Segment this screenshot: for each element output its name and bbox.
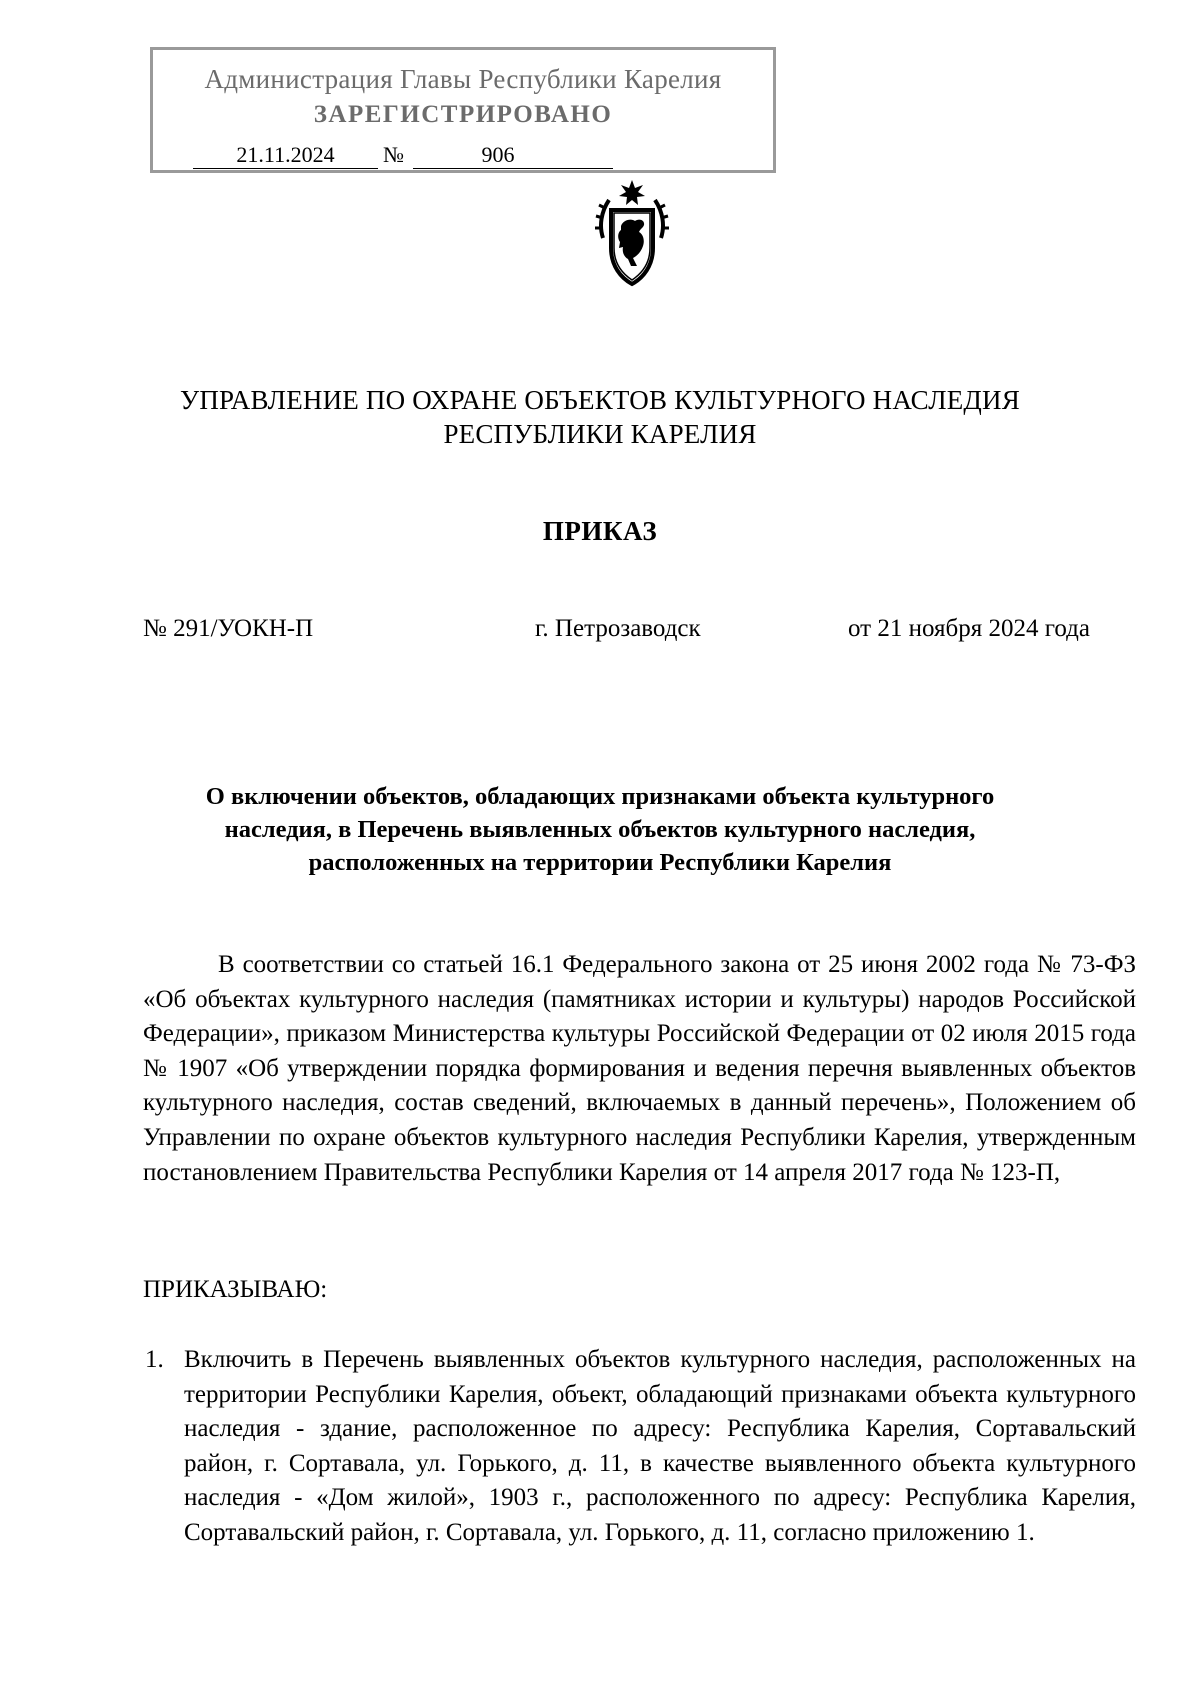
- order-item: [143, 1343, 1136, 1551]
- order-city: г. Петрозаводск: [535, 615, 701, 642]
- coat-of-arms-karelia-icon: [587, 178, 677, 290]
- issuer-name: [100, 383, 1100, 451]
- order-number: № 291/УОКН-П: [143, 615, 314, 642]
- registration-stamp: [150, 47, 776, 173]
- document-type: ПРИКАЗ: [542, 516, 658, 546]
- order-item-text: Включить в Перечень выявленных объектов культурного наследия, расположенных на территории Республики Карелия, объект, обладающий признаками объекта культурного наследия - здание, расположенное по адресу: Республика Карелия, Сортавальский район, г. Сортавала, ул. Горького, д. 11, в качестве выявленного объекта культурного наследия - «Дом жилой», 1903 г., расположенного по адресу: Республика Карелия, Сортавальский район, г. Сортавала, ул. Горького, д. 11, согласно приложению 1.: [184, 1346, 1136, 1546]
- issuer-line-2: РЕСПУБЛИКИ КАРЕЛИЯ: [443, 419, 757, 449]
- stamp-organization: Администрация Главы Республики Карелия: [204, 64, 722, 94]
- stamp-status: ЗАРЕГИСТРИРОВАНО: [313, 101, 613, 128]
- stamp-number-sign: №: [383, 142, 404, 167]
- order-subject: О включении объектов, обладающих признаками объекта культурного наследия, в Перечень выявленных объектов культурного наследия, расположенных на территории Республики Карелия: [205, 783, 995, 876]
- issuer-line-1: УПРАВЛЕНИЕ ПО ОХРАНЕ ОБЪЕКТОВ КУЛЬТУРНОГО НАСЛЕДИЯ: [180, 385, 1020, 415]
- order-item-number: 1.: [145, 1346, 164, 1373]
- order-date: от 21 ноября 2024 года: [848, 615, 1090, 642]
- stamp-number: 906: [413, 142, 613, 169]
- order-word: ПРИКАЗЫВАЮ:: [143, 1276, 328, 1303]
- preamble-paragraph: В соответствии со статьей 16.1 Федерального закона от 25 июня 2002 года № 73-ФЗ «Об объектах культурного наследия (памятниках истории и культуры) народов Российской Федерации», приказом Министерства культуры Российской Федерации от 02 июля 2015 года № 1907 «Об утверждении порядка формирования и ведения перечня выявленных объектов культурного наследия, состав сведений, включаемых в данный перечень», Положением об Управлении по охране объектов культурного наследия Республики Карелия, утвержденным постановлением Правительства Республики Карелия от 14 апреля 2017 года № 123-П,: [143, 951, 1136, 1186]
- stamp-date: 21.11.2024: [193, 142, 378, 169]
